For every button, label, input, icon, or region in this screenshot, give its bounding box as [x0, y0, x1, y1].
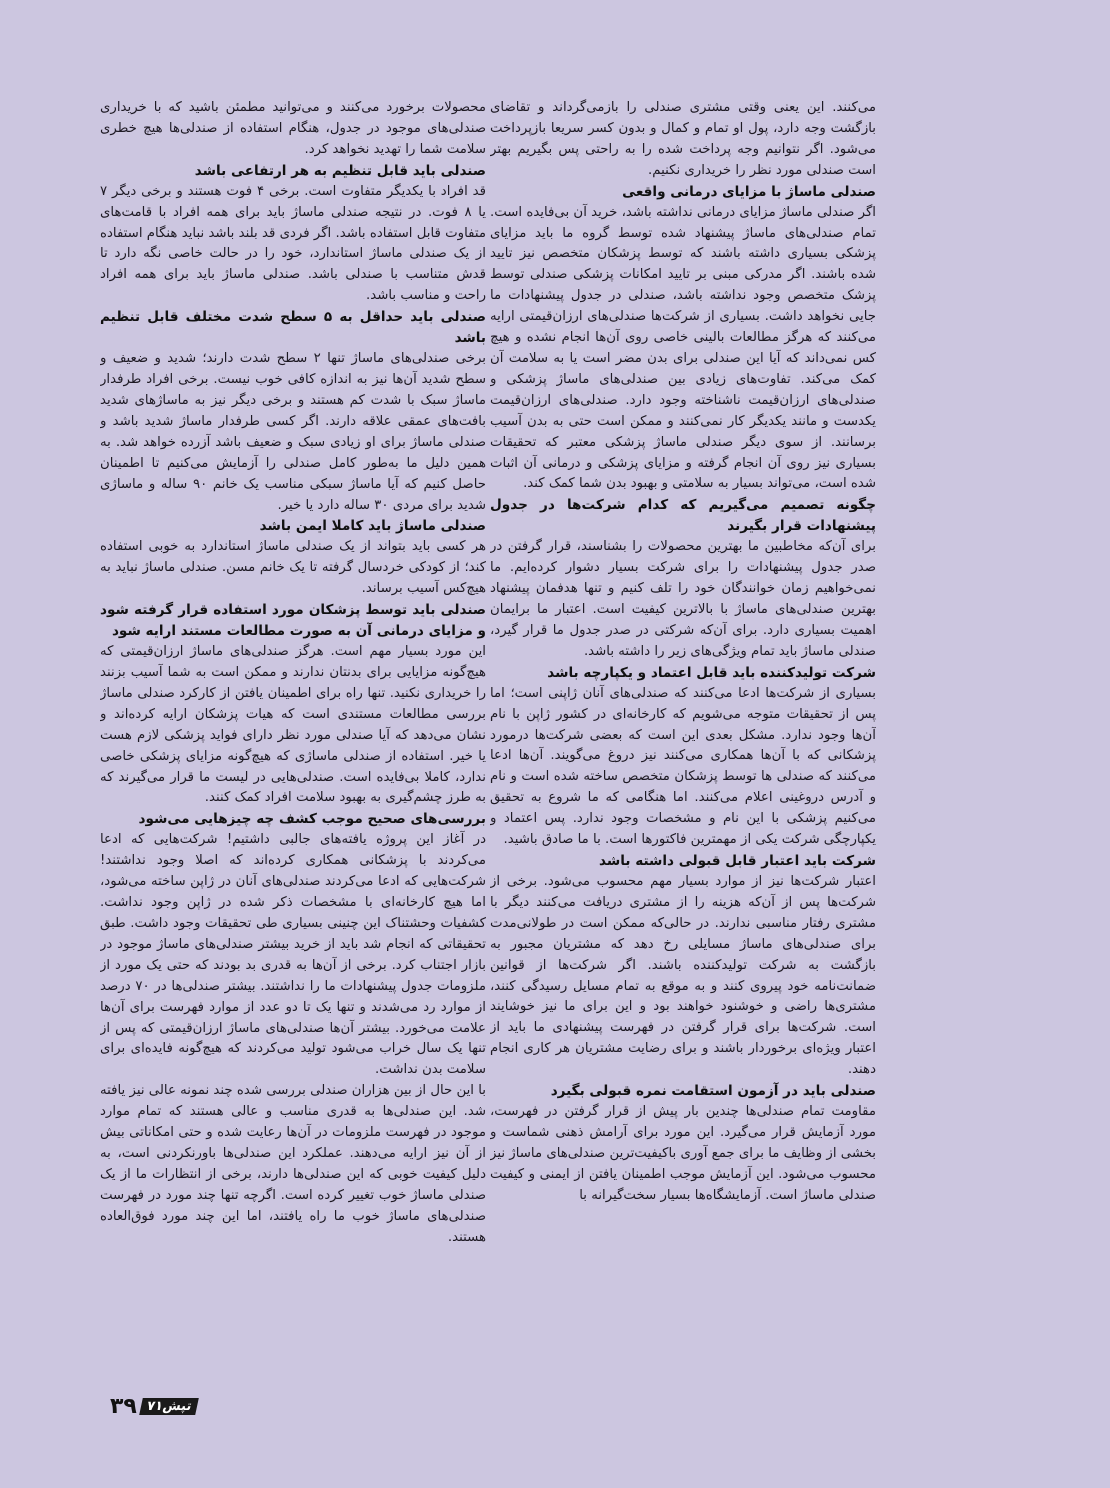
section-heading: صندلی باید حداقل به ۵ سطح شدت مختلف قابل تنظیم باشد — [100, 309, 486, 347]
section-heading: چگونه تصمیم می‌گیریم که کدام شرکت‌ها در جدول پیشنهادات قرار بگیرند — [490, 497, 876, 535]
section-heading: صندلی ماساژ با مزایای درمانی واقعی — [622, 183, 876, 200]
paragraph: مقاومت تمام صندلی‌ها چندین بار پیش از قرار گرفتن در فهرست، مورد آزمایش قرار می‌گیرد. این مورد برای آرامش ذهنی شماست و بخشی از وظایف ما برای جمع آوری باکیفیت‌ترین صندلی‌های ماساژ نیز محسوب می‌شود. این آزمایش موجب اطمینان یافتن از ایمنی و کیفیت صندلی ماساژ است. آزمایشگاه‌ها بسیار سخت‌گیرانه با — [490, 1104, 876, 1203]
paragraph: در آغاز این پروژه یافته‌های جالبی داشتیم! شرکت‌هایی که ادعا می‌کردند با پزشکانی همکاری کرده‌اند که اصلا وجود نداشتند! شرکت‌هایی که ادعا می‌کردند صندلی‌های آنان در ژاپن ساخته می‌شود، اما هیچ کارخانه‌ای با مشخصات ذکر شده در ژاپن وجود نداشت. کشفیات وحشتناک این چنینی بسیاری طی تحقیقات وجود داشت. طبق تحقیقاتی که انجام شد باید از خرید بیشتر صندلی‌های ماساژ موجود در بازار اجتناب کرد. برخی از آن‌ها به قدری بد بودند که حتی یک مورد از ملزومات جدول پیشنهادات ما را نداشتند. بیشتر صندلی‌ها در ۷۰ درصد از موارد رد می‌شدند و تنها یک تا دو عدد از موارد فهرست برای آن‌ها علامت می‌خورد. بیشتر آن‌ها صندلی‌های ماساژ ارزان‌قیمتی که پس از تنها یک سال خراب می‌شود تولید می‌کردند که هیچ‌گونه فایده‌ای برای سلامت بدن نداشت. — [100, 832, 486, 1078]
article-column-right — [490, 98, 876, 1388]
page-footer — [110, 1394, 197, 1419]
paragraph: محصولات برخورد می‌کنند و می‌توانید مطمئن باشید که با خریداری صندلی‌های موجود در جدول، هنگام استفاده از صندلی‌ها هیچ خطری سلامت شما را تهدید نخواهد کرد. — [100, 100, 486, 157]
paragraph: می‌کنند. این یعنی وقتی مشتری صندلی را بازمی‌گرداند و تقاضای بازگشت وجه دارد، پول او تمام و کمال و بدون کسر سریعا بازپرداخت می‌شود. اگر نتوانیم وجه پرداخت شده را به راحتی پس بگیریم بهتر است صندلی مورد نظر را خریداری نکنیم. — [490, 100, 876, 178]
paragraph: با این حال از بین هزاران صندلی بررسی شده چند نمونه عالی نیز یافته شد. این صندلی‌ها به قدری مناسب و عالی هستند که تمام موارد موجود در فهرست ملزومات در آن‌ها رعایت شده و حتی امکاناتی بیش از آن نیز ارایه می‌دهند. عملکرد این صندلی‌ها باورنکردنی است، به دلیل کیفیت خوبی که این صندلی‌ها دارند، برخی از انتظارات ما از یک صندلی ماساژ خوب تغییر کرده است. اگرچه تنها چند مورد در فهرست صندلی‌های ماساژ خوب ما راه یافتند، اما این چند مورد فوق‌العاده هستند. — [100, 1083, 486, 1245]
paragraph: بسیاری از شرکت‌ها ادعا می‌کنند که صندلی‌های آنان ژاپنی است؛ اما پس از تحقیقات متوجه می‌شویم که کارخانه‌ای در کشور ژاپن با نام آن‌ها وجود ندارد. مشکل بعدی این است که بعضی شرکت‌ها درمورد پزشکانی که با آن‌ها همکاری می‌کنند نیز دروغ می‌گویند. آن‌ها ادعا می‌کنند که صندلی ها توسط پزشکان متخصص ساخته شده است و نام و آدرس دروغینی اعلام می‌کنند. اما هنگامی که ما شروع به تحقیق می‌کنیم پزشکی با این نام و مشخصات وجود ندارد. پس اعتماد و یکپارچگی شرکت یکی از مهمترین فاکتورها است. با ما صادق باشید. — [490, 685, 876, 848]
section-heading: بررسی‌های صحیح موجب کشف چه چیزهایی می‌شود — [138, 811, 486, 828]
magazine-logo: تپش۷۱ — [139, 1398, 199, 1415]
paragraph: اگر صندلی ماساژ مزایای درمانی نداشته باشد، خرید آن بی‌فایده است. تمام صندلی‌های ماساژ پیشنهاد شده توسط گروه ما باید مزایای پزشکی بسیاری داشته باشند که توسط پزشکان متخصص نیز تایید شده باشند. اگر مدرکی مبنی بر تایید امکانات پزشکی صندلی توسط پزشک متخصص وجود نداشته باشد، صندلی در جدول پیشنهادات ما جایی نخواهد داشت. بسیاری از شرکت‌ها صندلی‌های ارزان‌قیمتی ارایه می‌کنند که هرگز مطالعات بالینی خاصی روی آن‌ها انجام نشده و هیچ کس نمی‌داند که آیا این صندلی برای بدن مضر است یا به سلامت آن کمک می‌کند. تفاوت‌های زیادی بین صندلی‌های ماساژ پزشکی و صندلی‌های ارزان‌قیمت ناشناخته وجود دارد. صندلی‌های ارزان‌قیمت یکدست و مانند یکدیگر کار نمی‌کنند و ممکن است حتی به بدن آسیب برسانند. از سوی دیگر صندلی ماساژ پزشکی معتبر که تحقیقات بسیاری نیز روی آن انجام گرفته و مزایای پزشکی و درمانی آن اثبات شده است، می‌تواند بسیار به سلامتی و بهبود بدن شما کمک کند. — [490, 204, 876, 492]
article-column-left — [100, 98, 486, 1388]
paragraph: برخی صندلی‌های ماساژ تنها ۲ سطح شدت دارند؛ شدید و ضعیف و سطح شدید آن‌ها نیز به اندازه کافی خوب نیست. برخی افراد طرفدار ماساژ سبک با شدت کم هستند و برخی دیگر نیز به ماساژهای شدید بافت‌های عمقی علاقه دارند. اگر کسی طرفدار ماساژ شدید باشد و صندلی ماساژ برای او زیادی سبک و ضعیف باشد آزرده خواهد شد. به همین دلیل ما به‌طور کامل صندلی را آزمایش می‌کنیم تا اطمینان حاصل کنیم که آیا ماساژ سبکی مناسب یک خانم ۹۰ ساله و ماساژی شدید برای مردی ۳۰ ساله دارد یا خیر. — [100, 351, 486, 513]
section-heading: صندلی باید قابل تنظیم به هر ارتفاعی باشد — [194, 162, 486, 179]
paragraph: برای آن‌که مخاطبین ما بهترین محصولات را بشناسند، قرار گرفتن در صدر جدول پیشنهادات را برای شرکت بسیار دشوار کرده‌ایم. ما نمی‌خواهیم زمان خوانندگان خود را تلف کنیم و تنها هدفمان پیشنهاد بهترین صندلی‌های ماساژ با بالاترین کیفیت است. اعتبار ما برایمان اهمیت بسیاری دارد. برای آن‌که شرکتی در صدر جدول ما قرار گیرد، صندلی ماساژ باید تمام ویژگی‌های زیر را داشته باشد. — [490, 539, 876, 659]
page-number: ۳۹ — [110, 1394, 137, 1419]
section-heading: صندلی ماساژ باید کاملا ایمن باشد — [259, 518, 486, 535]
paragraph: این مورد بسیار مهم است. هرگز صندلی‌های ماساژ ارزان‌قیمتی که هیچ‌گونه مزایایی برای بدنتان ندارند و ممکن است به شما آسیب بزنند را خریداری نکنید. تنها راه برای اطمینان یافتن از کارکرد صندلی ماساژ بررسی مطالعات مستندی است که هیات پزشکان ارایه کرده‌اند و نشان می‌دهد که آیا صندلی مورد نظر دارای فواید پزشکی لازم هست یا خیر. استفاده از صندلی ماساژی که هیچ‌گونه مزایای پزشکی خاصی ندارد، کاملا بی‌فایده است. صندلی‌هایی در لیست ما قرار می‌گیرند که به طرز چشم‌گیری به بهبود سلامت افراد کمک کنند. — [100, 644, 486, 806]
section-heading: صندلی باید در آزمون استقامت نمره قبولی بگیرد — [550, 1083, 876, 1100]
section-heading: صندلی باید توسط پزشکان مورد استفاده قرار گرفته شود و مزایای درمانی آن به صورت مطالعات مستند ارایه شود — [100, 602, 486, 640]
section-heading: شرکت تولیدکننده باید قابل اعتماد و یکپارچه باشد — [547, 664, 876, 681]
paragraph: هر کسی باید بتواند از یک صندلی ماساژ استاندارد به خوبی استفاده کند؛ از کودکی خردسال گرفته تا یک خانم مسن. صندلی ماساژ نباید به هیچ‌کس آسیب برساند. — [100, 539, 486, 597]
section-heading: شرکت باید اعتبار قابل قبولی داشته باشد — [599, 853, 876, 869]
paragraph: قد افراد با یکدیگر متفاوت است. برخی ۴ فوت هستند و برخی دیگر ۷ یا ۸ فوت. در نتیجه صندلی ماساژ باید برای همه افراد با قامت‌های متفاوت قابل استفاده باشد. اگر فردی قد بلند باشد نباید هنگام استفاده از یک صندلی ماساژ استاندارد، خود را در حالت خاصی نگه دارد تا قدش متناسب با صندلی باشد. صندلی ماساژ باید برای همه افراد راحت و مناسب باشد. — [100, 183, 486, 304]
paragraph: اعتبار شرکت‌ها نیز از موارد بسیار مهم محسوب می‌شود. برخی از شرکت‌ها پس از آن‌که هزینه را از مشتری دریافت می‌کنند دیگر با مشتری رفتار مناسبی ندارند. در حالی‌که ممکن است در طولانی‌مدت برای صندلی‌های ماساژ مسایلی رخ دهد که مشتریان مجبور به بازگشت به شرکت تولیدکننده باشند. اگر شرکت‌ها از قوانین ضمانت‌نامه خود پیروی کنند و به موقع به تمام مسایل رسیدگی کنند، مشتری‌ها راضی و خوشنود خواهند بود و این برای ما نیز خوشایند است. شرکت‌ها برای قرار گرفتن در فهرست پیشنهادی ما باید از اعتبار ویژه‌ای برخوردار باشند و برای رضایت مشتریان هر کاری انجام دهند. — [490, 874, 876, 1078]
